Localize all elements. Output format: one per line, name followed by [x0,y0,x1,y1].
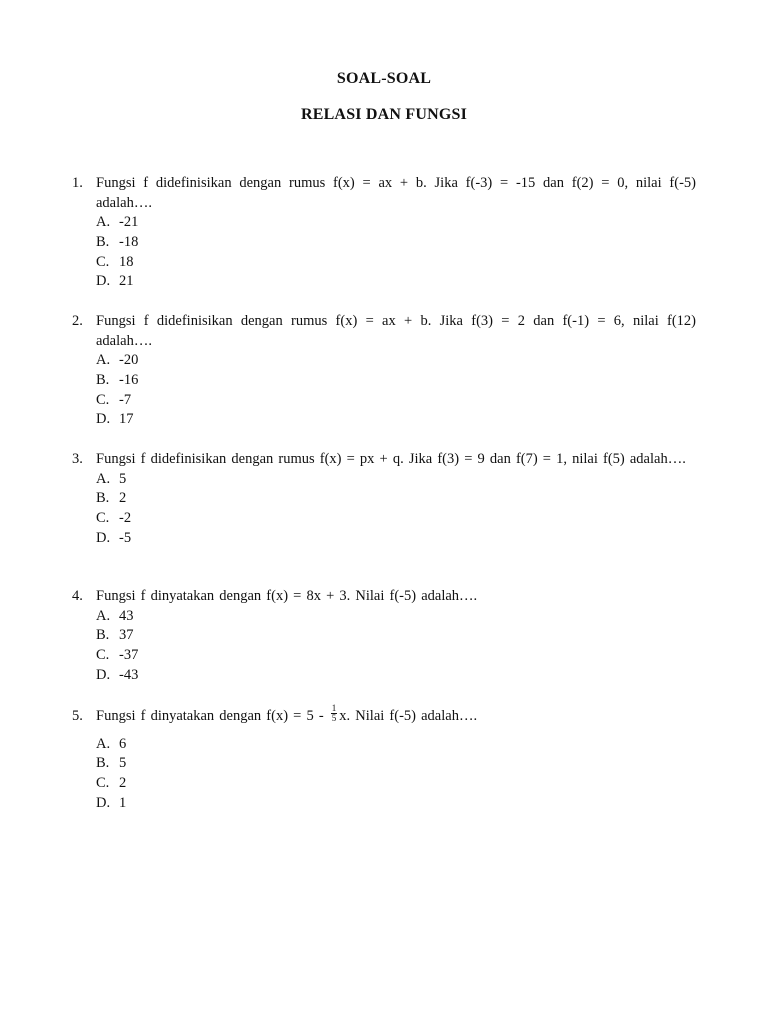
question-text: Fungsi f didefinisikan dengan rumus f(x) = ax + b. Jika f(-3) = -15 dan f(2) = 0, nilai f(-5) adalah…. [96,175,696,211]
option-label: B. [96,755,110,772]
option-list [72,607,696,686]
option-label: C. [96,253,110,270]
option-a [72,470,696,490]
question-4 [72,587,696,685]
question-text: Fungsi f didefinisikan dengan rumus f(x) = ax + b. Jika f(3) = 2 dan f(-1) = 6, nilai f(12) adalah…. [96,313,696,349]
question-2 [72,312,696,430]
question-5 [72,703,696,813]
option-label: A. [96,735,111,752]
question-1 [72,174,696,292]
option-list [72,213,696,292]
option-label: D. [96,273,111,290]
question-text: Fungsi f didefinisikan dengan rumus f(x) = px + q. Jika f(3) = 9 dan f(7) = 1, nilai f(5) adalah…. [96,451,686,467]
option-label: B. [96,371,110,388]
option-d [72,666,696,686]
option-label: C. [96,774,110,791]
option-value: 5 [119,755,127,772]
option-label: C. [96,646,110,663]
option-d [72,410,696,430]
question-3 [72,450,696,548]
option-value: -43 [119,666,139,683]
option-c [72,391,696,411]
document-title: SOAL-SOAL [336,70,432,87]
option-value: 43 [119,607,134,624]
option-value: 21 [119,273,134,290]
fraction-numerator: 1 [331,703,337,714]
option-value: 5 [119,470,127,487]
question-number: 5. [72,708,83,724]
option-b [72,489,696,509]
option-c [72,509,696,529]
question-text-part: x. Nilai f(-5) adalah…. [339,708,478,724]
option-label: C. [96,391,110,408]
option-value: -20 [119,352,139,369]
option-label: A. [96,470,111,487]
option-value: -2 [119,509,132,526]
question-number: 4. [72,588,83,604]
option-label: A. [96,352,111,369]
option-label: B. [96,627,110,644]
question-text [96,703,696,727]
option-a [72,351,696,371]
option-label: A. [96,214,111,231]
option-label: B. [96,233,110,250]
option-b [72,626,696,646]
option-d [72,272,696,292]
option-list [72,470,696,549]
document-subtitle: RELASI DAN FUNGSI [300,106,468,123]
option-value: 17 [119,411,134,428]
option-label: D. [96,794,111,811]
option-d [72,529,696,549]
option-d [72,794,696,814]
option-value: 37 [119,627,134,644]
option-value: -16 [119,371,139,388]
question-stem [72,312,696,351]
option-b [72,371,696,391]
option-value: 1 [119,794,127,811]
option-c [72,253,696,273]
option-b [72,233,696,253]
option-value: -21 [119,214,139,231]
option-label: A. [96,607,111,624]
question-number: 3. [72,451,83,467]
option-a [72,607,696,627]
option-a [72,735,696,755]
option-value: -18 [119,233,139,250]
question-stem [72,174,696,213]
option-value: -7 [119,391,132,408]
option-value: -5 [119,529,132,546]
option-label: D. [96,529,111,546]
question-stem [72,587,696,607]
option-label: D. [96,666,111,683]
option-value: 6 [119,735,127,752]
question-text: Fungsi f dinyatakan dengan f(x) = 8x + 3. Nilai f(-5) adalah…. [96,588,478,604]
option-value: 2 [119,490,127,507]
option-label: D. [96,411,111,428]
option-label: C. [96,509,110,526]
option-c [72,646,696,666]
question-text-part: Fungsi f dinyatakan dengan f(x) = 5 - [96,708,329,724]
fraction [331,704,338,723]
option-c [72,774,696,794]
option-value: -37 [119,646,139,663]
option-a [72,213,696,233]
option-list [72,735,696,814]
question-number: 1. [72,175,83,191]
option-list [72,351,696,430]
option-value: 2 [119,774,127,791]
option-value: 18 [119,253,134,270]
question-stem [72,703,696,727]
question-stem [72,450,696,470]
option-label: B. [96,490,110,507]
option-b [72,754,696,774]
fraction-denominator: 5 [331,713,337,724]
question-number: 2. [72,313,83,329]
